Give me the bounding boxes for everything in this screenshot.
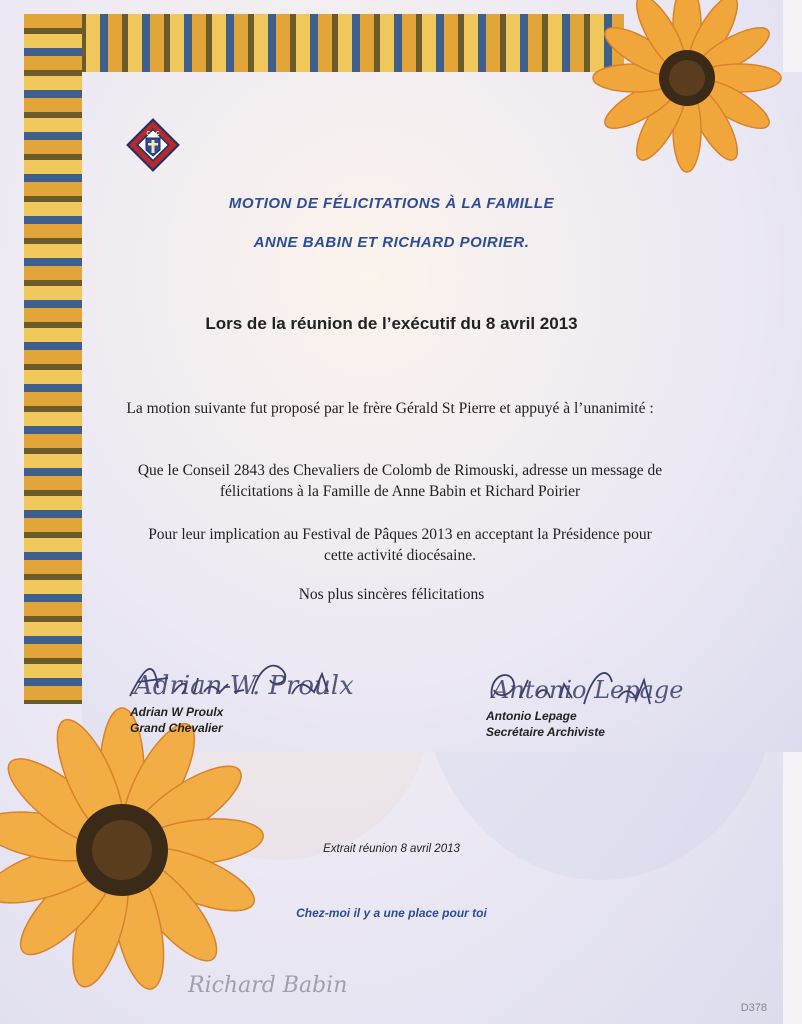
council-emblem-icon bbox=[124, 116, 182, 174]
flower-border-top bbox=[24, 14, 624, 72]
closing-line: Nos plus sincères félicitations bbox=[298, 586, 485, 603]
handwritten-name bbox=[182, 960, 362, 1006]
involvement-paragraph: Pour leur implication au Festival de Pâques 2013 en acceptant la Présidence pour cette activité diocésaine. bbox=[148, 526, 652, 564]
sunflower-top-right-icon bbox=[575, 0, 783, 190]
emblem-text: CdeC bbox=[146, 131, 160, 137]
council-motto: Chez-moi il y a une place pour toi bbox=[296, 906, 487, 920]
handwritten-name-text: Richard Babin bbox=[188, 973, 348, 998]
signature-antonio-lepage bbox=[484, 660, 684, 712]
council-message-paragraph: Que le Conseil 2843 des Chevaliers de Colomb de Rimouski, adresse un message de félicitations à la Famille de Anne Babin et Richard Poirier bbox=[137, 462, 663, 500]
signatory-2-name: Antonio Lepage bbox=[486, 709, 577, 723]
signatory-1-name: Adrian W Proulx bbox=[130, 705, 224, 719]
meeting-heading: Lors de la réunion de l’exécutif du 8 avril 2013 bbox=[205, 314, 578, 333]
signature-adrian-proulx bbox=[124, 648, 354, 706]
signatory-1-block bbox=[130, 704, 223, 736]
signatory-1-role: Grand Chevalier bbox=[130, 721, 223, 735]
document-code: D378 bbox=[740, 1002, 767, 1014]
title-line-2: ANNE BABIN ET RICHARD POIRIER. bbox=[253, 234, 530, 251]
signature-antonio-text: Antonio Lepage bbox=[492, 676, 684, 704]
motion-paragraph: La motion suivante fut proposé par le frère Gérald St Pierre et appuyé à l’unanimité : bbox=[126, 400, 654, 417]
title-line-1: MOTION DE FÉLICITATIONS À LA FAMILLE bbox=[228, 195, 555, 212]
signatory-2-role: Secrétaire Archiviste bbox=[486, 725, 605, 739]
signatory-2-block bbox=[486, 708, 605, 740]
extract-note: Extrait réunion 8 avril 2013 bbox=[323, 843, 460, 855]
signature-adrian-text: Adrian-W. Proulx bbox=[134, 671, 354, 701]
